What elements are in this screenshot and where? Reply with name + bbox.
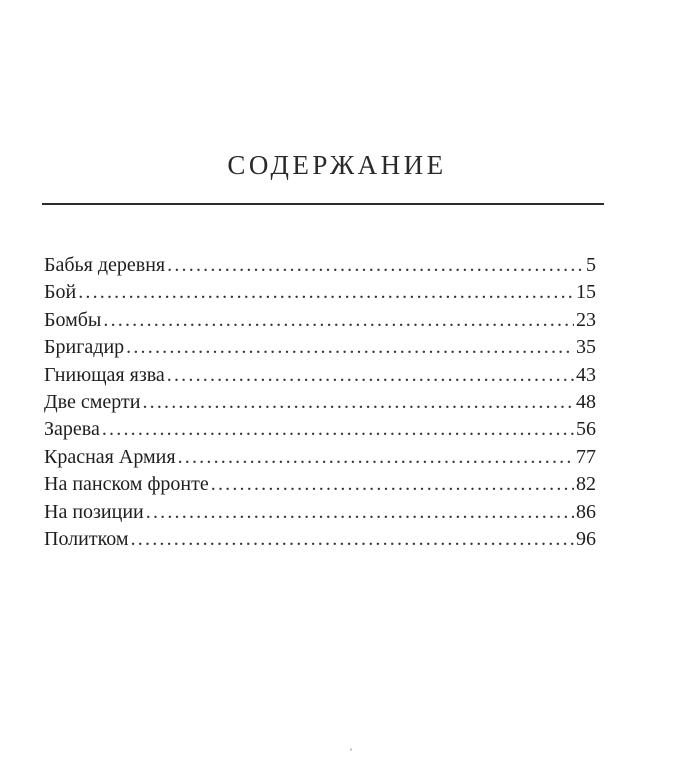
dot-leader — [167, 252, 584, 279]
toc-entry-page: 86 — [576, 500, 596, 523]
toc-entry-title: Бригадир — [44, 336, 125, 359]
toc-entry-page: 56 — [576, 418, 596, 441]
toc-entry-page: 23 — [576, 308, 596, 331]
toc-entry-page: 96 — [576, 527, 596, 550]
toc-entry-title: На панском фронте — [44, 473, 209, 496]
dot-leader — [178, 444, 574, 471]
toc-entry-title: На позиции — [44, 500, 144, 523]
dot-leader — [167, 362, 574, 389]
dot-leader — [103, 307, 574, 334]
dot-leader — [131, 526, 574, 553]
toc-entry-title: Красная Армия — [44, 445, 176, 468]
toc-entry — [44, 307, 596, 334]
toc-entry-page: 82 — [576, 473, 596, 496]
toc-entry-page: 15 — [576, 281, 596, 304]
paper-speck — [350, 748, 352, 751]
toc-entry — [44, 526, 596, 553]
toc-entry-page: 77 — [576, 445, 596, 468]
toc-entry — [44, 471, 596, 498]
dot-leader — [78, 279, 574, 306]
toc-list — [44, 252, 596, 553]
toc-entry-title: Зарева — [44, 418, 100, 441]
toc-entry-title: Гниющая язва — [44, 363, 165, 386]
dot-leader — [211, 471, 574, 498]
dot-leader — [102, 416, 574, 443]
toc-entry-title: Бабья деревня — [44, 254, 166, 276]
dot-leader — [142, 389, 574, 416]
toc-entry — [44, 362, 596, 389]
toc-entry — [44, 444, 596, 471]
toc-entry-title: Две смерти — [44, 390, 141, 413]
dot-leader — [126, 334, 574, 361]
toc-entry — [44, 499, 596, 526]
toc-entry — [44, 279, 596, 306]
toc-entry-page: 43 — [576, 363, 596, 386]
heading-divider — [42, 203, 604, 205]
toc-entry-title: Политком — [44, 527, 129, 550]
toc-entry-page: 5 — [586, 254, 596, 276]
dot-leader — [146, 499, 574, 526]
toc-entry-page: 48 — [576, 390, 596, 413]
toc-entry — [44, 416, 596, 443]
toc-entry — [44, 334, 596, 361]
toc-entry-title: Бой — [44, 281, 77, 304]
toc-heading: СОДЕРЖАНИЕ — [227, 150, 447, 180]
toc-entry — [44, 252, 596, 279]
toc-entry-title: Бомбы — [44, 308, 102, 331]
toc-entry — [44, 389, 596, 416]
toc-entry-page: 35 — [576, 336, 596, 359]
